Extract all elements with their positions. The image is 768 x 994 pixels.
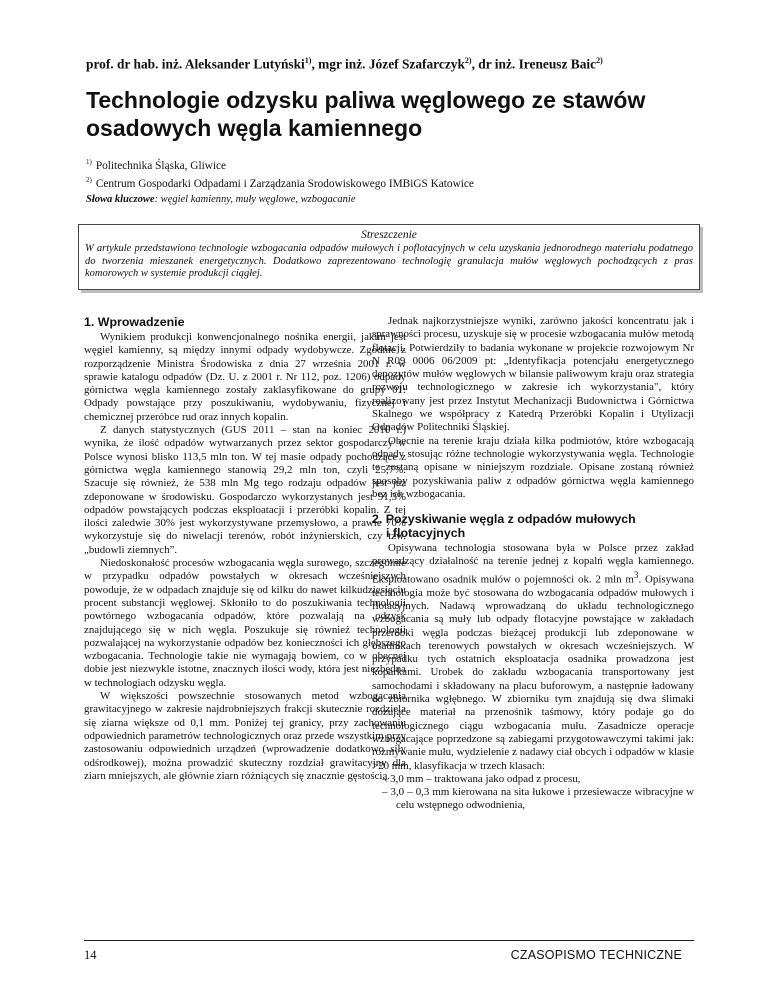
author-3-affiliation-mark: 2) (596, 56, 603, 65)
affiliations (86, 155, 726, 191)
section-2-heading (372, 512, 694, 540)
abstract-box (78, 224, 700, 290)
section-2-heading-line-1: 2. Pozyskiwanie węgla z odpadów mułowych (372, 512, 636, 527)
section-2-paragraph-1-part-a: Opisywana technologia stosowana była w Polsce przez zakład prowadzący działalność na terenie jednej z kopalń węgla kamiennego. Eksploatowano osadnik mułów o pojemności ok. 2 mln m (372, 542, 694, 586)
section-1-heading: 1. Wprowadzenie (84, 315, 185, 329)
abstract-heading: Streszczenie (361, 229, 417, 241)
affiliation-1 (86, 155, 726, 173)
keywords (86, 194, 726, 205)
author-1: prof. dr hab. inż. Aleksander Lutyński (86, 56, 305, 72)
keywords-label: Słowa kluczowe (86, 194, 155, 205)
journal-name: CZASOPISMO TECHNICZNE (510, 948, 682, 962)
author-2-affiliation-mark: 2) (464, 56, 472, 65)
footer-divider (84, 940, 694, 941)
classification-list (372, 773, 694, 813)
section-1-paragraph-4: W większości powszechnie stosowanych metod wzbogacania grawitacyjnego w zakresie najdrobniejszych frakcji skutecznie rozdziela się ziarna większe od 0,1 mm. Poniżej tej granicy, przy zachowaniu odpowiednich parametrów technologicznych oraz przede wszystkim przy zastosowaniu odpowiednich urządzeń (wprowadzenie dodatkowo siły odśrodkowej), można prowadzić skuteczny rozdział grawitacyjny dla ziarn mniejszych, ale głównie ziarn różniących się znacznie gęstością. (84, 690, 406, 782)
list-item: – 3,0 – 0,3 mm kierowana na sita łukowe i przesiewacze wibracyjne w celu wstępnego odwodnienia, (382, 786, 694, 812)
section-1-paragraph-1: Wynikiem produkcji konwencjonalnego nośnika energii, jakim jest węgiel kamienny, są między innymi odpady wydobywcze. Zgodnie z rozporządzenie Ministra Środowiska z dnia 27 września 2001 r. w sprawie katalogu odpadów (Dz. U. z 2001 r. Nr 112, poz. 1206) odpady górnictwa węgla kamiennego zostały zaklasyfikowane do grupy 01: Odpady powstające przy poszukiwaniu, wydobywaniu, fizycznej i chemicznej przeróbce rud oraz innych kopalin. (84, 331, 406, 423)
author-2: , mgr inż. Józef Szafarczyk (311, 56, 465, 72)
right-intro-paragraph-1: Jednak najkorzystniejsze wyniki, zarówno jakości koncentratu jak i sprawności procesu, uzyskuje się w procesie wzbogacania mułów metodą flotacji. Potwierdziły to badania wykonane w projekcie rozwojowym Nr N R09 0006 06/2009 pt: „Identyfikacja potencjału energetycznego depozytów mułów węglowych w bilansie paliwowym kraju oraz strategia rozwoju technologicznego w zakresie ich wykorzystania", który realizowany jest przez Instytut Mechanizacji Budownictwa i Górnictwa Skalnego we współpracy z Katedrą Przeróbki Kopalin i Utylizacji Odpadów Politechniki Śląskiej. (372, 315, 694, 434)
section-2-paragraph-1-part-b: . Opisywana technologia może być stosowana do wzbogacania odpadów mułowych i flotacyjnych. Nadawą wprowadzaną do układu technologicznego wzbogacania są muły lub odpady flotacyjne powstające w zakładach przeróbki węgla podczas bieżącej produkcji lub zdeponowane w osadnikach terenowych powstałych w okresach wcześniejszych. W przypadku tych ostatnich eksploatacja osadnika prowadzona jest koparkami. Urobek do zakładu wzbogacania transportowany jest samochodami i składowany na placu buforowym, a następnie ładowany do zbiornika wgłębnego. W zbiorniku tym znajdują się dwa ślimaki dozujące materiał na przenośnik taśmowy, który podaje go do technologicznego ciągu wzbogacania mułu. Zasadnicze operacje wzbogacające poprzedzone są zabiegami przygotowawczymi takimi jak: rozmywanie mułu, wydzielenie z nadawy ciał obcych i odpadów w klasie >20 mm, klasyfikacja w trzech klasach: (372, 573, 695, 772)
author-line (86, 56, 726, 72)
page-number: 14 (84, 948, 97, 962)
list-item: – 3,0 mm – traktowana jako odpad z procesu, (382, 772, 581, 785)
cubic-superscript: 3 (633, 569, 639, 580)
section-1-paragraph-2: Z danych statystycznych (GUS 2011 – stan na koniec 2010 r.) wynika, że ilość odpadów wytwarzanych przez sektor gospodarczy w Polsce wynosi blisko 113,5 mln ton. W tej masie odpady pochodzące z górnictwa węgla kamiennego stanowią 29,2 mln ton, czyli 25,7%. Szacuje się również, że 538 mln Mg tego rodzaju odpadów jest już zdeponowane w środowisku. Gospodarczo wykorzystanych jest 91,3% odpadów powstających podczas eksploatacji i przeróbki kopalin. Z tej ilości zaledwie 30% jest wykorzystywane przemysłowo, a prawie 70% wykorzystuje się do niwelacji terenów, robót inżynierskich, czy tzw. „budowli ziemnych”. (84, 424, 406, 556)
author-3: , dr inż. Ireneusz Baic (471, 56, 597, 72)
section-2-heading-line-2: i flotacyjnych (386, 526, 466, 541)
affiliation-2-text: Centrum Gospodarki Odpadami i Zarządzania Srodowiskowego IMBiGS Katowice (95, 177, 474, 190)
affiliation-1-text: Politechnika Śląska, Gliwice (95, 159, 227, 172)
abstract-text: W artykule przedstawiono technologie wzbogacania odpadów mułowych i poflotacyjnych w celu uzyskania jednorodnego materiału podatnego do tworzenia mieszanek energetycznych. Dodatkowo zaprezentowano technologię granulacja mułów węglowych pochodzących z pras komorowych w systemie produkcji ciągłej. (85, 243, 693, 280)
author-1-affiliation-mark: 1) (304, 56, 312, 65)
keywords-text: : węgiel kamienny, muły węglowe, wzbogacanie (154, 194, 356, 205)
article-title: Technologie odzysku paliwa węglowego ze stawów osadowych węgla kamiennego (86, 87, 646, 141)
section-1-paragraph-3: Niedoskonałość procesów wzbogacania węgla surowego, szczególnie w przypadku odpadów powstałych w okresach wcześniejszych powoduje, że w odpadach znajduje się od kilku do nawet kilkudziesięciu procent substancji węglowej. Skłoniło to do poszukiwania technologii powtórnego wzbogacania odpadów, które pozwalają na odzysk znajdującego się w nich węgla. Poszukuje się również technologii pozwalającej na wykorzystanie odpadów bez konieczności ich głębszego wzbogacania. Technologie takie nie wymagają bowiem, co w obecnej dobie jest niezwykle istotne, znacznych ilości wody, która jest niezbędna w technologiach odzysku węgla. (84, 557, 406, 689)
right-intro-paragraph-2: Obecnie na terenie kraju działa kilka podmiotów, które wzbogacają odpady stosując różne technologie wykorzystywania węgla. Technologie te zostaną opisane w niniejszym rozdziale. Opisane zostaną również sposoby pozyskiwania paliw z odpadów górnictwa węgla kamiennego bez ich wzbogacania. (372, 434, 694, 500)
left-column (84, 315, 406, 783)
section-2-paragraph-1 (372, 542, 694, 773)
right-column (372, 315, 694, 813)
affiliation-2 (86, 173, 726, 191)
affiliation-1-mark: 1) (86, 158, 92, 166)
affiliation-2-mark: 2) (86, 175, 92, 184)
